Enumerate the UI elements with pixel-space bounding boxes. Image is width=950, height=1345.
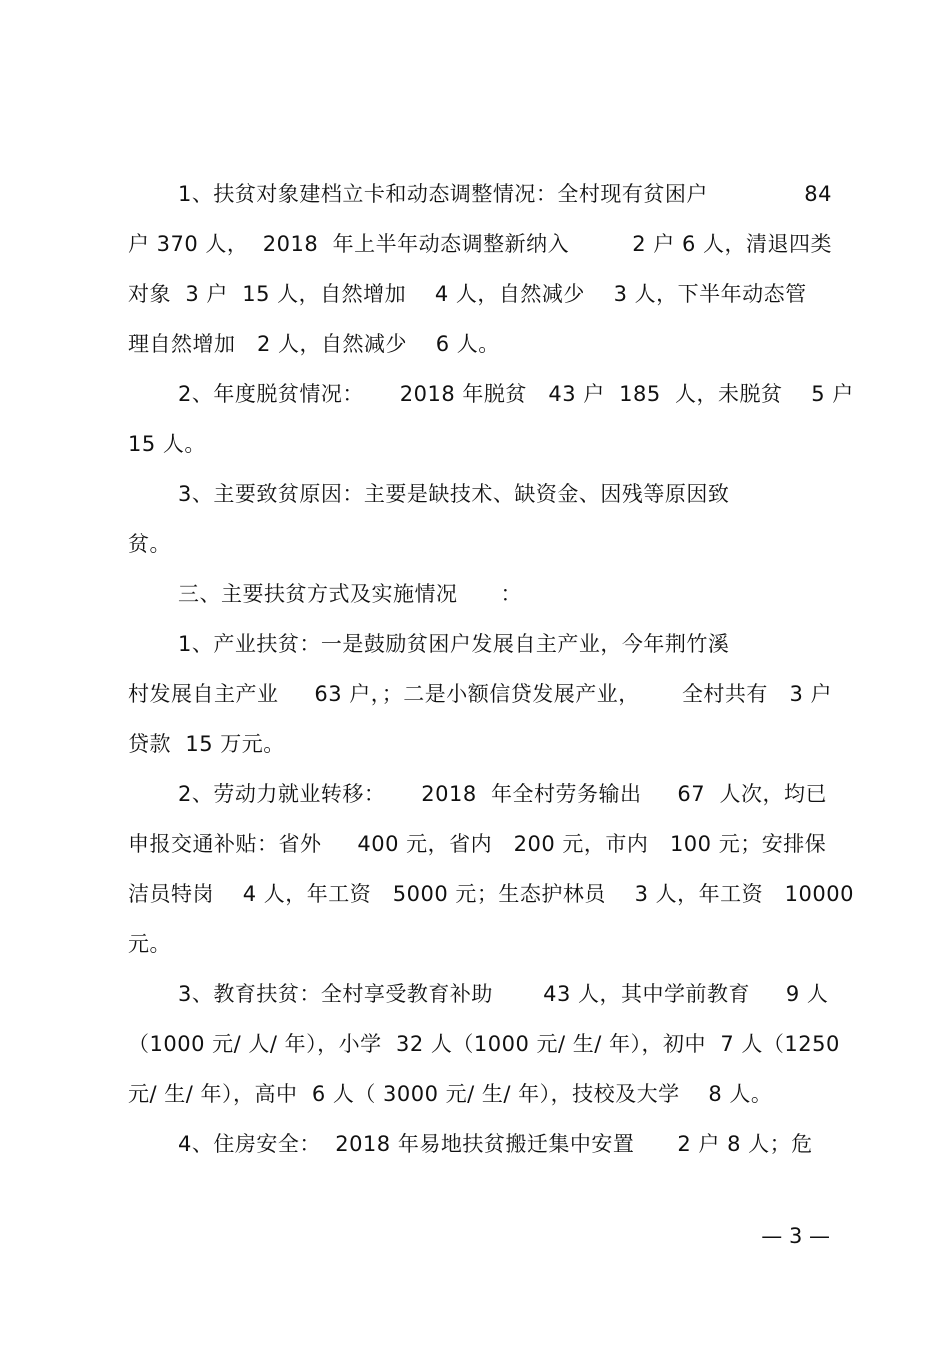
- text-span: 村发展自主产业 63 户，；二是小额信贷发展产业，: [128, 682, 640, 706]
- text-span: 84: [804, 182, 832, 206]
- paragraph-line: 2、年度脱贫情况： 2018 年脱贫 43 户 185 人，未脱贫 5 户: [178, 382, 854, 406]
- paragraph-line: 理自然增加 2 人，自然减少 6 人。: [128, 332, 500, 356]
- text-span: 全村共有 3 户: [681, 682, 832, 706]
- paragraph-line: 元。: [128, 932, 171, 956]
- text-span: 户 370 人， 2018 年上半年动态调整新纳入: [128, 232, 570, 256]
- paragraph-line: 3、主要致贫原因：主要是缺技术、缺资金、因残等原因致: [178, 482, 730, 506]
- paragraph-line: 元/ 生/ 年），高中 6 人（ 3000 元/ 生/ 年），技校及大学 8 人。: [128, 1082, 773, 1106]
- paragraph-line: 对象 3 户 15 人，自然增加 4 人，自然减少 3 人，下半年动态管: [128, 282, 807, 306]
- paragraph-line: （1000 元/ 人/ 年），小学 32 人（1000 元/ 生/ 年），初中 7 人（1250: [128, 1032, 840, 1056]
- paragraph-line: 贷款 15 万元。: [128, 732, 285, 756]
- text-span: 1、扶贫对象建档立卡和动态调整情况：全村现有贫困户: [178, 182, 708, 206]
- paragraph-line: [128, 680, 832, 708]
- paragraph-line: 洁员特岗 4 人，年工资 5000 元；生态护林员 3 人，年工资 10000: [128, 882, 854, 906]
- paragraph-line: [178, 180, 832, 208]
- text-span: 2 户 6 人，清退四类: [632, 232, 832, 256]
- paragraph-line: 2、劳动力就业转移： 2018 年全村劳务输出 67 人次，均已: [178, 782, 827, 806]
- paragraph-line: 贫。: [128, 532, 171, 556]
- paragraph-line: 15 人。: [128, 432, 206, 456]
- paragraph-line: [128, 230, 832, 258]
- section-heading: 三、主要扶贫方式及实施情况 ：: [178, 582, 523, 606]
- paragraph-line: 1、产业扶贫：一是鼓励贫困户发展自主产业，今年荆竹溪: [178, 632, 730, 656]
- paragraph-line: 4、住房安全： 2018 年易地扶贫搬迁集中安置 2 户 8 人；危: [178, 1132, 813, 1156]
- paragraph-line: 3、教育扶贫：全村享受教育补助 43 人，其中学前教育 9 人: [178, 982, 829, 1006]
- page-number: — 3 —: [761, 1224, 830, 1248]
- paragraph-line: 申报交通补贴：省外 400 元，省内 200 元，市内 100 元；安排保: [128, 832, 827, 856]
